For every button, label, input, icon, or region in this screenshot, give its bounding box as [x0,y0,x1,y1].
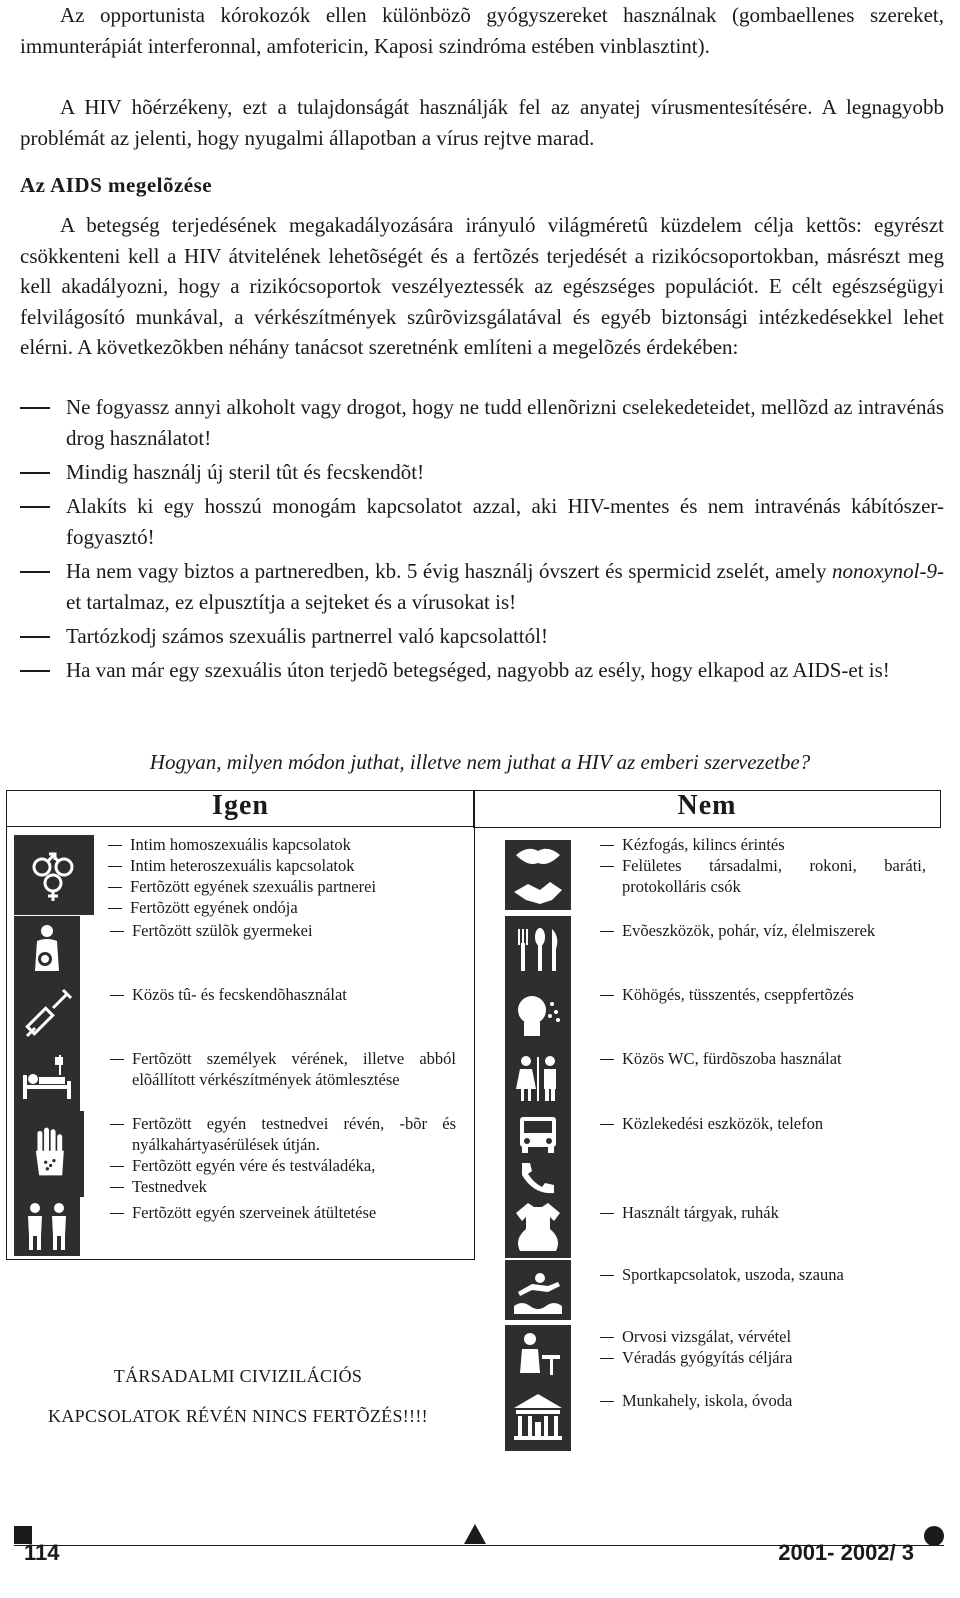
gender-symbols-icon [14,835,94,915]
note-line-2: KAPCSOLATOK RÉVÉN NINCS FERTÕZÉS!!!! [48,1406,428,1426]
clothes-icon [505,1196,571,1258]
yes-group-parents [108,920,468,941]
syringe-icon [14,981,80,1047]
no-group-workplace [598,1390,938,1411]
yes-group-blood [108,1048,456,1090]
list-item: Munkahely, iskola, óvoda [598,1390,938,1411]
nonoxynol-term: nonoxynol-9 [832,559,937,583]
intro-paragraph-1: Az opportunista kórokozók ellen különbözõ gyógyszereket használnak (gombaellenes szereket, immunterápiát interferonnal, amfotericin, Kaposi szindróma estében vinblasztint). [20,3,944,58]
list-item: Közös tû- és fecskendõhasználat [108,984,468,1005]
list-item: Orvosi vizsgálat, vérvétel [598,1326,938,1347]
no-group-touch [598,834,926,897]
no-group-cutlery [598,920,926,941]
no-group-sneeze [598,984,938,1005]
tip-item: Alakíts ki egy hosszú monogám kapcsolatot azzal, aki HIV-mentes és nem intravénás kábítószer-fogyasztó! [20,491,944,553]
note-line-1: TÁRSADALMI CIVIZILÁCIÓS [113,1366,363,1386]
no-group-sport [598,1264,938,1285]
two-people-icon [14,1196,80,1256]
list-item: Kézfogás, kilincs érintés [598,834,926,855]
yes-title: Igen [212,790,269,821]
list-item: Használt tárgyak, ruhák [598,1202,938,1223]
list-item: Intim heteroszexuális kapcsolatok [106,855,426,876]
list-item: Fertõzött egyén szerveinek átültetése [108,1202,468,1223]
edition-label: 2001- 2002/ 3 [778,1540,914,1565]
no-group-clothes [598,1202,938,1223]
list-item: Közös WC, fürdõszoba használat [598,1048,938,1069]
hand-icon [14,1111,84,1197]
section-heading: Az AIDS megelõzése [20,173,213,197]
school-building-icon [505,1385,571,1451]
yes-group-needles [108,984,468,1005]
no-group-transport [598,1113,938,1134]
list-item: Fertõzött személyek vérének, illetve abból elõállított vérkészítmények átömlesztése [108,1048,456,1090]
toilet-people-icon [505,1046,571,1112]
section-body: A betegség terjedésének megakadályozására irányuló világméretû küzdelem célja kettõs: egyrészt csökkenteni kell a HIV átvitelének lehetõségét és a fertõzés terjedését a rizikócsoportokban, másrészt meg kell akadályozni, hogy a rizikócsoportok veszélyeztessék az egészséges populációt. E célt egészségügyi felvilágosító munkával, a vérkészítmények szûrõvizsgálatával és egyéb biztonsági intézkedésekkel lehet elérni. A következõkben néhány tanácsot szeretnénk említeni a megelõzés érdekében: [20,213,944,359]
list-item: Testnedvek [108,1176,456,1197]
doctor-icon [505,1325,571,1385]
hospital-bed-icon [14,1046,80,1112]
tip-item: Ha van már egy szexuális úton terjedõ betegséged, nagyobb az esély, hogy elkapod az AIDS-et is! [20,655,944,686]
page-number: 114 [24,1540,60,1565]
tip-item: Mindig használj új steril tût és fecskendõt! [20,457,944,488]
no-group-toilet [598,1048,938,1069]
footer-triangle-marker [464,1524,486,1544]
handshake-icon [505,870,571,910]
list-item: Fertõzött egyén vére és testváladéka, [108,1155,456,1176]
list-item: Fertõzött egyének ondója [106,897,426,918]
list-item: Felületes társadalmi, rokoni, baráti, protokolláris csók [598,855,926,897]
list-item: Fertõzött egyének szexuális partnerei [106,876,426,897]
list-item: Köhögés, tüsszentés, cseppfertõzés [598,984,938,1005]
no-group-medical [598,1326,938,1368]
prevention-tips [20,392,944,689]
yes-header-divider [6,826,475,827]
list-item: Véradás gyógyítás céljára [598,1347,938,1368]
sneeze-icon [505,981,571,1047]
list-item: Sportkapcsolatok, uszoda, szauna [598,1264,938,1285]
yes-group-transplant [108,1202,468,1223]
list-item: Intim homoszexuális kapcsolatok [106,834,426,855]
cutlery-icon [505,916,571,982]
list-item: Közlekedési eszközök, telefon [598,1113,938,1134]
list-item: Fertõzött egyén testnedvei révén, -bõr és nyálkahártyasérülések útján. [108,1113,456,1155]
tip-item: Ha nem vagy biztos a partneredben, kb. 5 évig használj óvszert és spermicid zselét, amely nonoxynol-9-et tartalmaz, ez elpusztítja a sejteket és a vírusokat is! [20,556,944,618]
tip-item: Tartózkodj számos szexuális partnerrel való kapcsolattól! [20,621,944,652]
intro-paragraph-2: A HIV hõérzékeny, ezt a tulajdonságát használják fel az anyatej vírusmentesítésére. A legnagyobb problémát az jelenti, hogy nyugalmi állapotban a vírus rejtve marad. [20,95,944,150]
table-caption: Hogyan, milyen módon juthat, illetve nem juthat a HIV az emberi szervezetbe? [149,750,811,774]
pregnant-mother-icon [14,916,80,982]
list-item: Fertõzött szülõk gyermekei [108,920,468,941]
tip-item: Ne fogyassz annyi alkoholt vagy drogot, hogy ne tudd ellenõrizni cselekedeteidet, mellõzd az intravénás drog használatot! [20,392,944,454]
phone-icon [505,1159,571,1197]
yes-group-sexual [106,834,426,918]
list-item: Evõeszközök, pohár, víz, élelmiszerek [598,920,926,941]
no-title: Nem [677,790,737,821]
footer-circle-marker [924,1526,944,1546]
yes-group-fluids [108,1113,456,1197]
swimmer-icon [505,1260,571,1320]
